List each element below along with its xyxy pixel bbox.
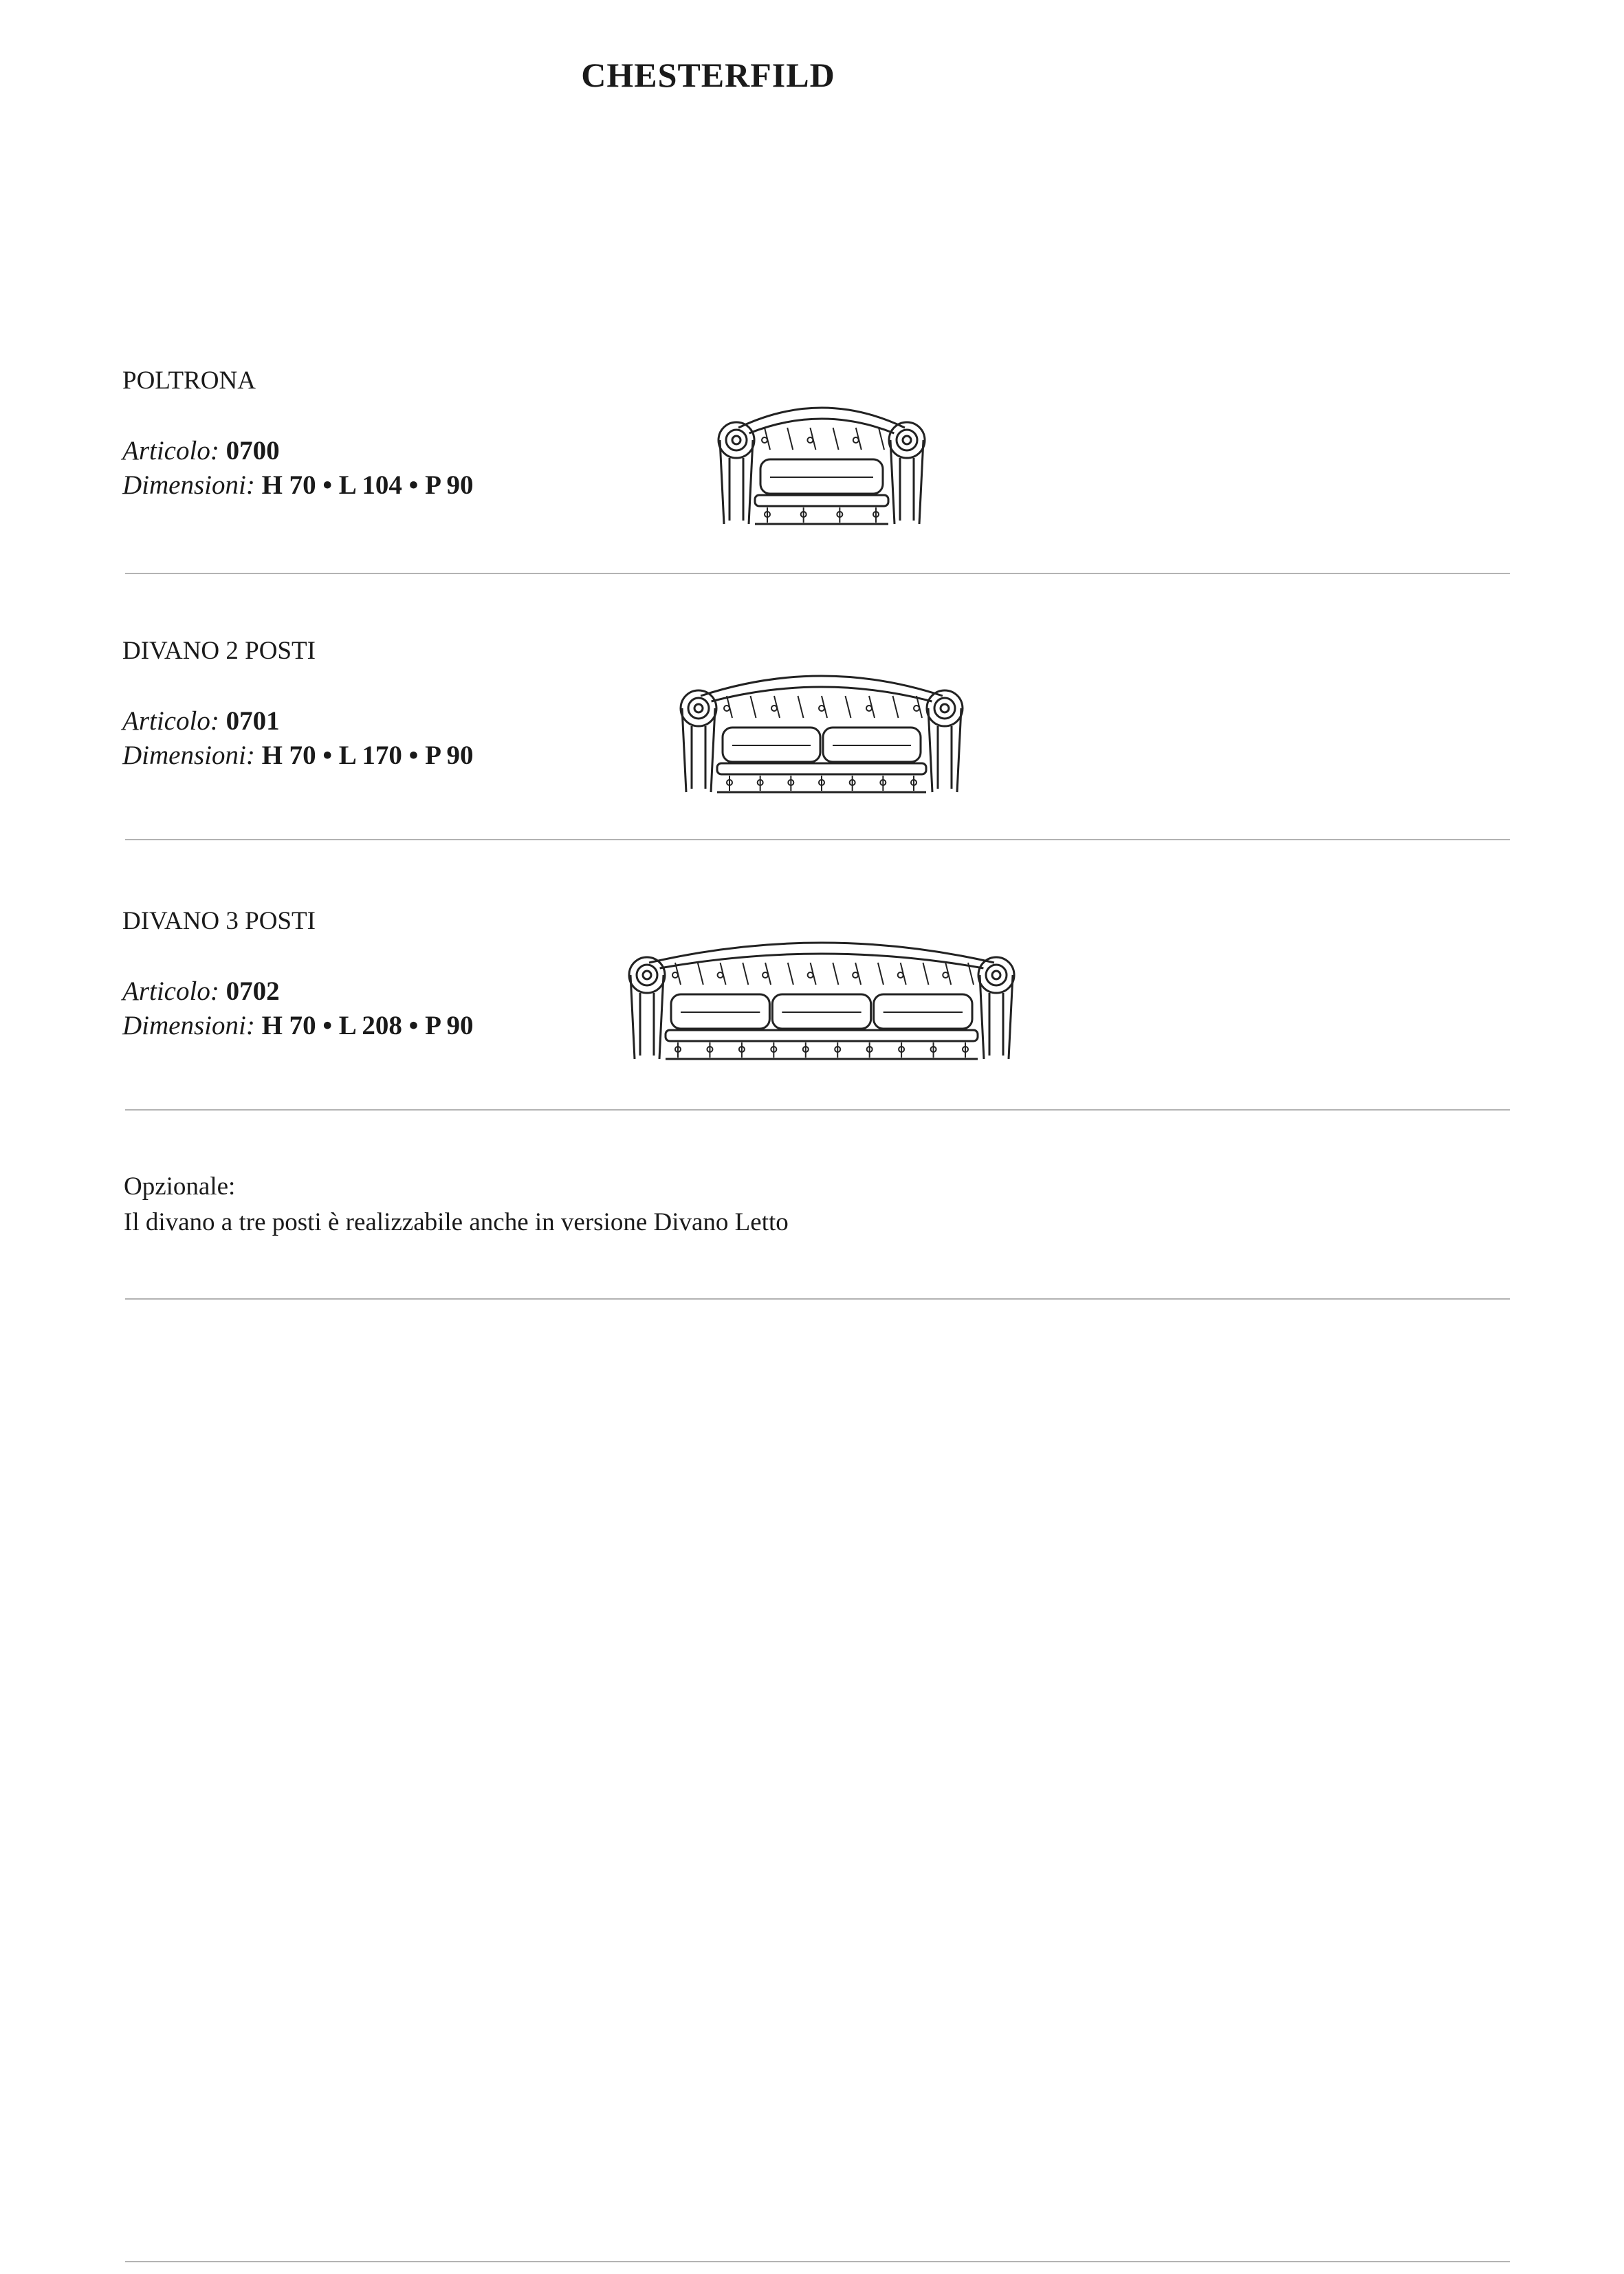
section-divider [125, 1109, 1510, 1111]
product-section-three-seater [122, 906, 474, 1043]
footer-divider [125, 2261, 1510, 2262]
article-line [122, 704, 474, 739]
product-name: POLTRONA [122, 367, 256, 395]
article-label: Articolo: [122, 436, 219, 466]
product-name: DIVANO 3 POSTI [122, 907, 316, 935]
product-section-two-seater [122, 636, 474, 773]
dimensions-label: Dimensioni: [122, 1011, 255, 1040]
section-divider [125, 839, 1510, 840]
dimensions-line [122, 739, 474, 773]
dimensions-line [122, 468, 474, 503]
dimensions-line [122, 1009, 474, 1043]
dimensions-value: H 70 • L 208 • P 90 [261, 1011, 474, 1040]
page-title: CHESTERFILD [581, 56, 835, 94]
two-seater-sofa-drawing-icon [677, 662, 966, 799]
product-section-armchair [122, 366, 474, 503]
dimensions-value: H 70 • L 104 • P 90 [261, 470, 474, 500]
section-divider [125, 1298, 1510, 1300]
article-number: 0702 [226, 976, 280, 1006]
article-line [122, 434, 474, 468]
article-label: Articolo: [122, 976, 219, 1006]
article-label: Articolo: [122, 706, 219, 736]
article-line [122, 974, 474, 1009]
section-divider [125, 573, 1510, 574]
dimensions-label: Dimensioni: [122, 741, 255, 770]
three-seater-sofa-drawing-icon [626, 928, 1018, 1066]
optional-heading: Opzionale: [124, 1172, 236, 1201]
armchair-drawing-icon [715, 393, 928, 531]
article-number: 0700 [226, 436, 280, 466]
optional-note [124, 1169, 789, 1240]
product-name: DIVANO 2 POSTI [122, 637, 316, 665]
dimensions-label: Dimensioni: [122, 470, 255, 500]
article-number: 0701 [226, 706, 280, 736]
dimensions-value: H 70 • L 170 • P 90 [261, 741, 474, 770]
optional-text: Il divano a tre posti è realizzabile anche in versione Divano Letto [124, 1208, 789, 1236]
